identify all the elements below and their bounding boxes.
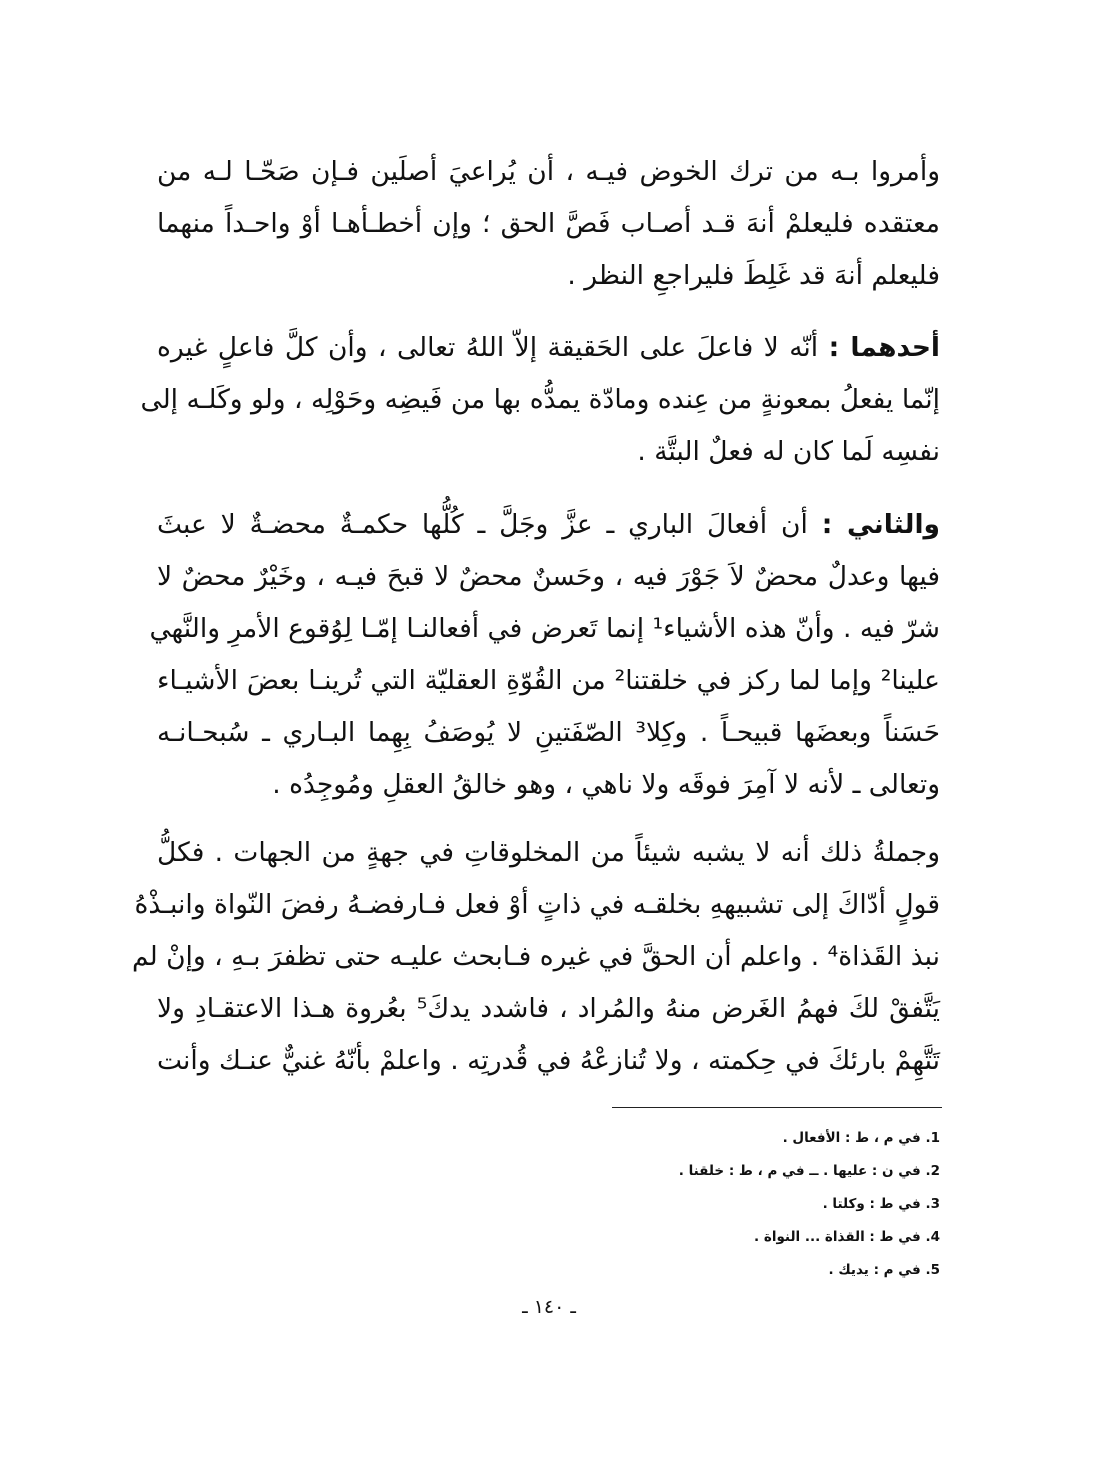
paragraph-lead: أحدهما :: [828, 332, 940, 363]
text-line: تَتَّهِمْ بارئكَ في حِكمته ، ولا تُنازعْهُ في قُدرتِه . واعلمْ بأنّهُ غنيٌّ عنـك وأنت: [157, 1045, 940, 1076]
text-line: قولٍ أدّاكَ إلى تشبيههِ بخلقـه في ذاتٍ أوْ فعل فـارفضـهُ رفضَ النّواة وانبـذْهُ: [134, 889, 940, 920]
text-line: [157, 323, 940, 373]
text-line: نفسِه لَما كان له فعلٌ البتَّة .: [637, 436, 940, 467]
footnote: 2. في ن : عليها . ــ في م ، ط : خلقنا .: [678, 1163, 940, 1179]
text-line: فليعلم أنهَ قد غَلِطَ فليراجعِ النظر .: [567, 260, 940, 291]
text-line: حَسَناً وبعضَها قبيحـاً . وكِلا³ الصّفَتينِ لا يُوصَفُ بِهِما البـاري ـ سُبحـانـه: [157, 717, 940, 748]
text-line: شرّ فيه . وأنّ هذه الأشياء¹ إنما تَعرض في أفعالنـا إمّـا لِوُقوع الأمرِ والنَّهي: [149, 613, 940, 644]
footnote-divider: [612, 1107, 942, 1108]
footnote: 1. في م ، ط : الأفعال .: [782, 1130, 940, 1146]
text-line: علينا² وإما لما ركز في خلقتنا² من القُوّةِ العقليّة التي تُرينـا بعضَ الأشيـاء: [157, 665, 940, 696]
text-line: [157, 500, 940, 550]
footnote: 3. في ط : وكلتا .: [822, 1196, 940, 1212]
text-line: وجملةُ ذلك أنه لا يشبه شيئاً من المخلوقاتِ في جهةٍ من الجهات . فكلُّ: [157, 837, 940, 868]
text-line: فيها وعدلٌ محضٌ لاَ جَوْرَ فيه ، وحَسنٌ محضٌ لا قبحَ فيـه ، وخَيْرٌ محضٌ لا: [157, 561, 940, 592]
paragraph-lead: والثاني :: [821, 509, 940, 540]
line-text: أنّه لا فاعلَ على الحَقيقة إلاّ اللهُ تعالى ، وأن كلَّ فاعلٍ غيره: [157, 332, 829, 363]
text-line: نبذ القَذاة⁴ . واعلم أن الحقَّ في غيره فـابحث عليـه حتى تظفرَ بـهِ ، وإنْ لم: [131, 941, 940, 972]
text-line: معتقده فليعلمْ أنهَ قـد أصـاب فَصَّ الحق ؛ وإن أخطـأهـا أوْ واحـداً منهما: [157, 208, 940, 239]
text-line: وأمروا بـه من ترك الخوض فيـه ، أن يُراعيَ أصلَين فـإن صَحّـا لـه من: [157, 156, 940, 187]
line-text: أن أفعالَ الباري ـ عزَّ وجَلَّ ـ كُلُّها حكمـةٌ محضـةٌ لا عبثَ: [157, 509, 822, 540]
text-line: إنّما يفعلُ بمعونةٍ من عِنده ومادّة يمدُّه بها من فَيضِه وحَوْلِه ، ولو وكَلـه إلى: [140, 384, 940, 415]
text-line: وتعالى ـ لأنه لا آمِرَ فوقَه ولا ناهي ، وهو خالقُ العقلِ ومُوجِدُه .: [272, 769, 940, 800]
page-number: ـ ١٤٠ ـ: [522, 1296, 576, 1318]
footnote: 4. في ط : القذاة ... النواة .: [754, 1229, 940, 1245]
text-line: يَتَّفقْ لكَ فهمُ الغَرض منهُ والمُراد ، فاشدد يدكَ⁵ بعُروة هـذا الاعتقـادِ ولا: [157, 993, 941, 1024]
footnote: 5. في م : يديك .: [828, 1262, 940, 1278]
